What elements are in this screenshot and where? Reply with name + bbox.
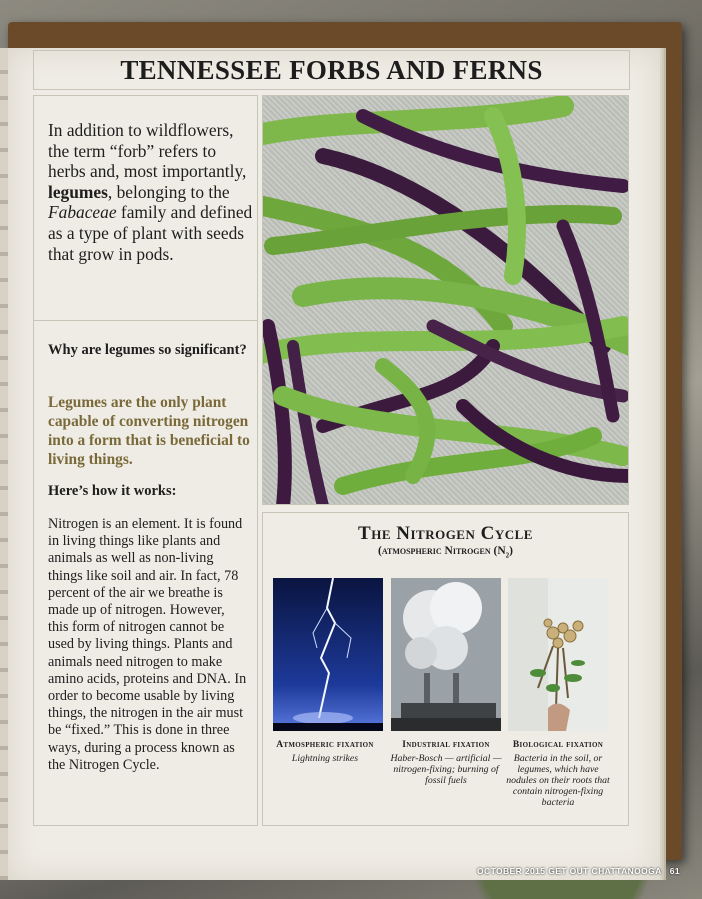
intro-legumes: legumes <box>48 181 108 202</box>
biological-caption <box>502 740 614 808</box>
intro-fabaceae: Fabaceae <box>48 202 117 223</box>
biological-description: Bacteria in the soil, or legumes, which have nodules on their roots that contain nitrogen-fixing bacteria <box>506 753 610 808</box>
atmospheric-description: Lightning strikes <box>291 753 359 764</box>
footer-issue: OCTOBER 2015 GET OUT CHATTANOOGA <box>477 866 662 876</box>
intro-text-3: family and defined as a type of plant with seeds that grow in pods. <box>48 202 253 264</box>
legume-roots-photo <box>508 578 608 731</box>
page-footer <box>477 866 680 876</box>
page-title: TENNESSEE FORBS AND FERNS <box>120 54 543 85</box>
factory-illustration <box>391 578 501 731</box>
biological-heading: Biological fixation <box>512 740 604 750</box>
industrial-heading: Industrial fixation <box>402 740 490 750</box>
title-box <box>33 50 630 90</box>
lightning-photo <box>273 578 383 731</box>
answer-highlight: Legumes are the only plant capable of converting nitrogen into a form that is beneficial to living things. <box>48 394 250 468</box>
body-paragraph: Nitrogen is an element. It is found in living things like plants and animals as well as non-living things like soil and air. In fact, 78 percent of the air we breathe is made up of nitrogen. However, this form of nitrogen cannot be used by living things. Plants and animals need nitrogen to make amino acids, proteins and DNA. In order to become usable by living things, the nitrogen in the air must be “fixed.” This is done in three ways, during a process known as the Nitrogen Cycle. <box>48 516 247 773</box>
nitrogen-cycle-subtitle <box>262 545 629 559</box>
question-heading: Why are legumes so significant? <box>48 342 247 358</box>
intro-text-1: In addition to wildflowers, the term “forb” refers to herbs and, most importantly, <box>48 120 247 182</box>
how-heading: Here’s how it works: <box>48 483 177 499</box>
industrial-description: Haber-Bosch — artificial — nitrogen-fixing; burning of fossil fuels <box>390 753 502 786</box>
page-number: 61 <box>669 866 680 876</box>
roots-illustration <box>508 578 608 731</box>
green-and-purple-beans-photo <box>262 95 629 505</box>
subtitle-text: (atmospheric Nitrogen (N <box>377 545 506 557</box>
page-binding <box>0 48 8 880</box>
subtitle-subscript: 2 <box>505 551 510 560</box>
atmospheric-heading: Atmospheric fixation <box>276 740 374 750</box>
intro-text-2: , belonging to the <box>107 181 230 202</box>
lightning-illustration <box>273 578 383 731</box>
beans-illustration <box>263 96 629 505</box>
industrial-caption <box>387 740 505 786</box>
intro-paragraph <box>48 120 253 264</box>
subtitle-end: ) <box>509 545 513 557</box>
nitrogen-cycle-title: The Nitrogen Cycle <box>358 523 533 544</box>
factory-photo <box>391 578 501 731</box>
atmospheric-caption <box>266 740 384 764</box>
